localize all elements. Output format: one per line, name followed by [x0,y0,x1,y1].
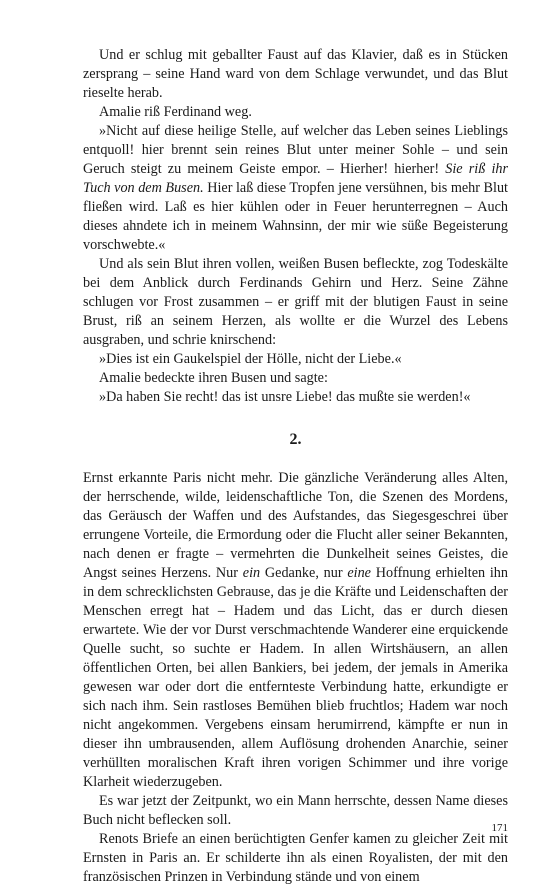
paragraph: »Da haben Sie recht! das ist unsre Liebe! das mußte sie werden!« [99,389,471,405]
paragraph: Und als sein Blut ihren vollen, weißen Busen befleckte, zog Todeskälte bei dem Anblick durch Ferdinands Gehirn und Herz. Seine Zähne schlugen vor Frost zusammen – er griff mit der blutigen Faust in seine Brust, riß an seinem Herzen, als wollte er die Wurzel des Lebens ausgraben, und schrie knirschend: [83,256,508,348]
text-run: Ernst erkannte Paris nicht mehr. Die gänzliche Veränderung alles Alten, der herrschende, wilde, leidenschaftliche Ton, die Szenen des Mordens, das Geräusch der Waffen und des Aufstandes, das Siegesgeschrei über errungene Vorteile, die Ermordung oder die Flucht aller seiner Bekannten, nach denen er fragte – vermehrten die Dunkelheit seines Geistes, die Angst seines Herzens. Nur [83,470,508,581]
paragraph: Renots Briefe an einen berüchtigten Genfer kamen zu gleicher Zeit mit Ernsten in Paris an. Er schilderte ihn als einen Royalisten, der mit den französischen Prinzen in Verbindung stände und von einem [83,831,508,885]
emphasis-text: Sie riß ihr Tuch von dem Busen. [83,161,509,196]
emphasis-text: ein [242,565,261,581]
paragraph [83,469,508,792]
text-run: Gedanke, nur [260,565,348,581]
paragraph: »Dies ist ein Gaukelspiel der Hölle, nicht der Liebe.« [99,351,402,367]
section-heading: 2. [289,431,302,448]
page-body [83,46,508,887]
paragraph: Es war jetzt der Zeitpunkt, wo ein Mann herrschte, dessen Name dieses Buch nicht beflecken soll. [83,793,508,828]
paragraph: Amalie bedeckte ihren Busen und sagte: [99,370,328,386]
text-run: »Nicht auf diese heilige Stelle, auf welcher das Leben seines Lieblings entquoll! hier brennt sein reines Blut unter meiner Sohle – und sein Geruch steigt zu meinem Geiste empor. – Hierher! hierher! [83,123,508,177]
text-run: Hier laß diese Tropfen jene versühnen, bis mehr Blut fließen wird. Laß es hier kühlen oder in Feuer herunterregnen – Auch dieses ahndete ich in meinem Wahnsinn, der mir wie süße Begeisterung vorschwebte.« [83,180,509,253]
paragraph: Amalie riß Ferdinand weg. [99,104,252,120]
emphasis-text: eine [347,565,371,581]
paragraph: Und er schlug mit geballter Faust auf das Klavier, daß es in Stücken zersprang – seine Hand ward von dem Schlage verwundet, und das Blut rieselte herab. [83,47,508,101]
text-run: Hoffnung erhielten ihn in dem schrecklichsten Gebrause, das je die Kräfte und Leidenschaften der Menschen erregt hat – Hadem und das Licht, das er durch diesen erwartete. Wie der vor Durst verschmachtende Wanderer eine erquickende Quelle sucht, so suchte er Hadem. In allen Wirtshäusern, an allen öffentlichen Orten, bei allen Bankiers, bei jedem, der jemals in Amerika gewesen war oder dort die entfernteste Verbindung hatte, erkundigte er sich nach ihm. Sein rastloses Bemühen blieb fruchtlos; Hadem war noch nicht angekommen. Vergebens einsam herumirrend, kämpfte er nun in dieser ihn umbrausenden, allem Auflösung drohenden Anarchie, seiner verhüllten moralischen Kraft ihren vorigen Schimmer und ihre vorige Klarheit wiederzugeben. [83,565,508,790]
page-number: 171 [491,822,508,834]
paragraph [83,122,508,255]
